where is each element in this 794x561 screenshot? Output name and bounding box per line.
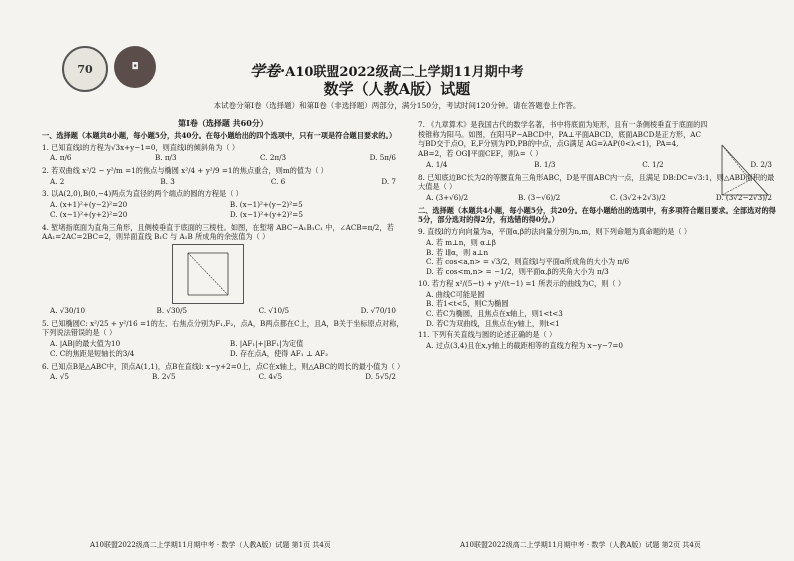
option: D. (3√2−2√3)/2 xyxy=(715,193,772,203)
option: B. 若1<t<5，则C为椭圆 xyxy=(426,299,509,309)
option: A. 过点(3,4)且在x,y轴上的截距相等的直线方程为 x−y−7=0 xyxy=(426,341,623,351)
section-intro: 一、选择题（本题共8小题，每小题5分，共40分。在每小题给出的四个选项中，只有一项是符合题目要求的。） xyxy=(42,130,397,140)
exam-subtitle: 数学（人教A版）试题 xyxy=(323,80,471,98)
option: D. 7 xyxy=(381,176,396,186)
question: 10. 若方程 x²/(5−t) + y²/(t−1) =1 所表示的曲线为C，则（ ） xyxy=(418,278,626,288)
option: B. 3 xyxy=(160,176,175,186)
options xyxy=(42,306,404,316)
question: 1. 已知直线l的方程为√3x+y−1=0，则直线l的倾斜角为（ ） xyxy=(42,142,240,152)
school-emblem-icon: ◘ xyxy=(114,46,156,88)
option: C. 1/2 xyxy=(642,159,664,169)
option: B. π/3 xyxy=(154,153,177,163)
option: C. 2π/3 xyxy=(260,153,287,163)
question: 7. 《九章算术》是我国古代的数学名著，书中将底面为矩形，且有一条侧棱垂直于底面的四棱锥称为阳马。如图，在阳马P−ABCD中，PA⊥平面ABCD，底面ABCD是正方形，AC与BD交于点O，E,F分别为PD,PB的中点，点G满足 AG=λAP(0<λ<1)，PA=4, AB=2，若 OG∥平面CEF，则λ=（ ） xyxy=(418,120,708,159)
option: A. (x+1)²+(y−2)²=20 xyxy=(50,200,128,210)
option: C. C的焦距是短轴长的3/4 xyxy=(50,348,135,358)
option: A. √30/10 xyxy=(50,305,86,315)
option: B. (3−√6)/2 xyxy=(518,193,561,203)
options xyxy=(42,153,404,163)
question: 3. 以A(2,0),B(0,−4)两点为直径的两个端点的圆的方程是（ ） xyxy=(42,189,243,199)
option: D. 5√5/2 xyxy=(365,372,396,382)
option: D. (x−1)²+(y+2)²=5 xyxy=(229,209,303,219)
question: 4. 堑堵指底面为直角三角形，且侧棱垂直于底面的三棱柱。如图，在堑堵 ABC−A₁B₁C₁ 中，∠ACB=π/2，若 AA₁=2AC=2BC=2，则异面直线 B₁C 与 A₁B 所成角的余弦值为（ ） xyxy=(42,222,394,242)
option: A. 1/4 xyxy=(426,159,448,169)
option: C. 若C为椭圆，且焦点在x轴上，则1<t<3 xyxy=(426,308,563,318)
right-column xyxy=(418,118,780,351)
question: 5. 已知椭圆C: x²/25 + y²/16 =1的左、右焦点分别为F₁,F₂，点A，B两点都在C上，且A，B关于坐标原点对称，下列说法错误的是（ ） xyxy=(42,318,404,338)
section-intro: 二、选择题（本题共4小题，每小题5分，共20分。在每小题给出的选项中，有多项符合题目要求。全部选对的得5分，部分选对的得2分，有选错的得0分。） xyxy=(418,205,776,225)
option: B. (x−1)²+(y−2)²=5 xyxy=(229,200,303,210)
options xyxy=(42,372,404,382)
section-title: 第Ⅰ卷（选择题 共60分） xyxy=(178,118,268,128)
question: 11. 下列有关直线与圆的论述正确的是（ ） xyxy=(418,330,557,340)
option: D. √70/10 xyxy=(360,305,396,315)
option: B. |AF₁|+|BF₁|为定值 xyxy=(229,339,304,349)
options xyxy=(42,200,404,219)
exam-note: 本试卷分第Ⅰ卷（选择题）和第Ⅱ卷（非选择题）两部分，满分150分，考试时间120分钟。请在答题卷上作答。 xyxy=(213,101,581,110)
option: C. 6 xyxy=(270,176,286,186)
option: B. √30/5 xyxy=(156,305,188,315)
option: D. 5π/6 xyxy=(369,153,396,163)
question: 9. 直线l的方向向量为a，平面α,β的法向量分别为n,m，则下列命题为真命题的是（ ） xyxy=(418,227,692,237)
option: C. √10/5 xyxy=(258,305,290,315)
question: 6. 已知点B是△ABC中，顶点A(1,1)，点B在直线l: x−y+2=0上，点C在x轴上，则△ABC的周长的最小值为（ ） xyxy=(42,361,405,371)
left-column xyxy=(42,118,404,385)
question: 2. 若双曲线 x²/2 − y²/m =1的焦点与椭圆 x²/4 + y²/9 =1的焦点重合，则m的值为（ ） xyxy=(42,165,328,175)
option: D. 若C为双曲线，且焦点在y轴上，则t<1 xyxy=(426,318,560,328)
prism-figure xyxy=(172,244,244,304)
right-footer: A10联盟2022级高二上学期11月期中考 · 数学（人教A版）试题 第2页 共4页 xyxy=(460,541,701,549)
option: D. 存在点A，使得 AF₁ ⊥ AF₂ xyxy=(229,348,329,358)
exam-title: A10联盟2022级高二上学期11月期中考 xyxy=(285,65,524,80)
options xyxy=(42,177,404,187)
option: D. 2/3 xyxy=(750,159,772,169)
option: A. π/6 xyxy=(50,153,72,163)
left-footer: A10联盟2022级高二上学期11月期中考 · 数学（人教A版）试题 第1页 共4页 xyxy=(90,541,331,549)
option: A. 若 m⊥n，则 α⊥β xyxy=(426,237,496,247)
option: C. (x−1)²+(y+2)²=20 xyxy=(50,209,128,219)
option: A. (3+√6)/2 xyxy=(426,193,469,203)
option: B. 2√5 xyxy=(151,372,176,382)
prism-diagram xyxy=(173,245,243,303)
option: D. 若 cos<m,n> = −1/2，则平面α,β的夹角大小为 π/3 xyxy=(426,267,609,277)
option: A. √5 xyxy=(50,372,69,382)
options xyxy=(42,339,404,358)
question: 8. 已知底边BC长为2的等腰直角三角形ABC，D是平面ABC内一点，且满足 DB:DC=√3:1，则△ABD面积的最大值是（ ） xyxy=(418,172,775,192)
option: C. 若 cos<a,n> = √3/2，则直线l与平面α所成角的大小为 π/6 xyxy=(426,257,630,267)
option: B. 若 l∥α，则 a⊥n xyxy=(426,247,489,257)
option: A. 2 xyxy=(50,176,65,186)
option: C. 4√5 xyxy=(258,372,283,382)
pyramid-diagram xyxy=(710,140,780,210)
anniversary-seal-icon: 70 xyxy=(62,46,108,92)
option: B. 1/3 xyxy=(534,159,556,169)
brand: 学卷· xyxy=(250,62,286,80)
option: A. 曲线C可能是圆 xyxy=(426,289,485,299)
option: A. |AB|的最大值为10 xyxy=(50,339,121,349)
option: C. (3√2+2√3)/2 xyxy=(610,193,666,203)
